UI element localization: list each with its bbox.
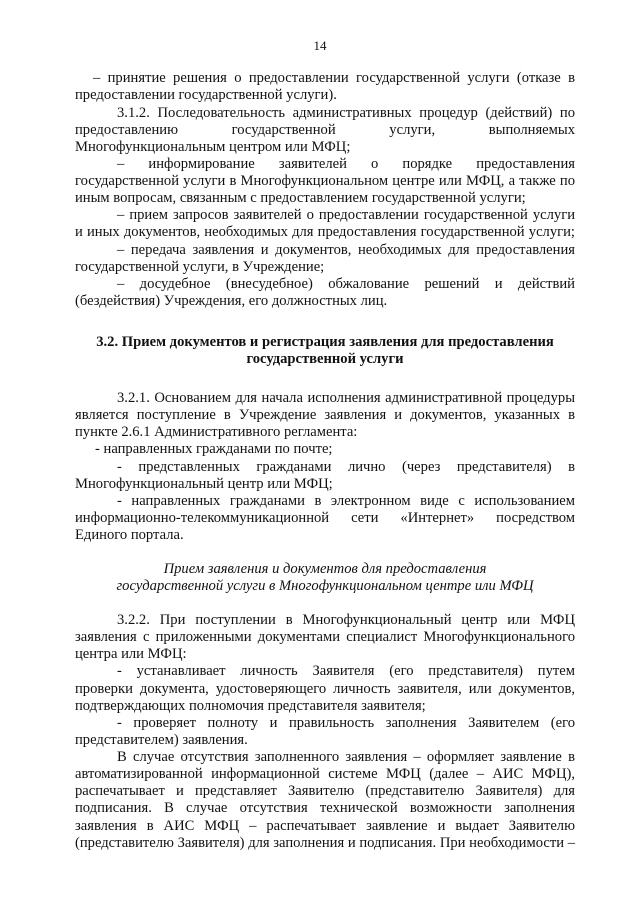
text-line: - устанавливает личность Заявителя (его представителя) путем — [117, 663, 575, 679]
text-line: В случае отсутствия заполненного заявления – оформляет заявление в — [117, 749, 575, 765]
text-line: - направленных гражданами по почте; — [95, 441, 333, 457]
text-line: 3.2.2. При поступлении в Многофункциональный центр или МФЦ — [117, 612, 575, 628]
subsection-heading: государственной услуги в Многофункциональном центре или МФЦ — [116, 578, 534, 594]
text-line: Многофункциональным центром или МФЦ; — [75, 139, 351, 155]
text-line: 3.1.2. Последовательность административных процедур (действий) по — [117, 105, 575, 121]
text-line: распечатывает и представляет Заявителю (представителю Заявителя) для — [75, 783, 575, 799]
text-line: – досудебное (внесудебное) обжалование решений и действий — [117, 276, 575, 292]
text-line: – передача заявления и документов, необходимых для предоставления — [117, 242, 575, 258]
text-line: - направленных гражданами в электронном виде с использованием — [117, 493, 575, 509]
page-number: 14 — [313, 38, 327, 53]
text-line: 3.2.1. Основанием для начала исполнения административной процедуры — [117, 390, 575, 406]
text-line: государственной услуги, в Учреждение; — [75, 259, 325, 275]
subsection-heading: Прием заявления и документов для предоставления — [163, 561, 487, 577]
text-line: Многофункциональный центр или МФЦ; — [75, 476, 333, 492]
text-line: заявления в АИС МФЦ – распечатывает заявление и выдает Заявителю — [75, 818, 575, 834]
text-line: предоставлению государственной услуги, выполняемых — [75, 122, 575, 138]
text-line: – принятие решения о предоставлении государственной услуги (отказе в — [93, 70, 575, 86]
text-line: заявления с приложенными документами специалист Многофункционального — [75, 629, 575, 645]
text-line: автоматизированной информационной системе МФЦ (далее – АИС МФЦ), — [75, 766, 575, 782]
text-line: - проверяет полноту и правильность заполнения Заявителем (его — [117, 715, 575, 731]
text-line: центра или МФЦ: — [75, 646, 187, 662]
text-line: иным вопросам, связанным с предоставлением государственной услуги; — [75, 190, 526, 206]
text-line: предоставлении государственной услуги). — [75, 87, 337, 103]
text-line: – прием запросов заявителей о предоставлении государственной услуги — [117, 207, 575, 223]
text-line: информационно-телекоммуникационной сети «Интернет» посредством — [75, 510, 575, 526]
text-line: подтверждающих полномочия представителя заявителя; — [75, 698, 426, 714]
text-line: подписания. В случае отсутствия технической возможности заполнения — [75, 800, 575, 816]
text-line: представителем) заявления. — [75, 732, 248, 748]
text-line: Единого портала. — [75, 527, 184, 543]
text-line: – информирование заявителей о порядке предоставления — [117, 156, 575, 172]
text-line: является поступление в Учреждение заявления и документов, указанных в — [75, 407, 575, 423]
text-line: (бездействия) Учреждения, его должностных лиц. — [75, 293, 388, 309]
text-line: (представителю Заявителя) для заполнения и подписания. При необходимости – — [75, 835, 575, 851]
section-heading: государственной услуги — [246, 351, 404, 367]
text-line: проверки документа, удостоверяющего личность заявителя, или документов, — [75, 681, 575, 697]
text-line: пункте 2.6.1 Административного регламента: — [75, 424, 358, 440]
text-line: и иных документов, необходимых для предоставления государственной услуги; — [75, 224, 575, 240]
text-line: - представленных гражданами лично (через представителя) в — [117, 459, 575, 475]
text-line: государственной услуги в Многофункциональном центре или МФЦ, а также по — [75, 173, 575, 189]
section-heading: 3.2. Прием документов и регистрация заявления для предоставления — [96, 334, 554, 350]
